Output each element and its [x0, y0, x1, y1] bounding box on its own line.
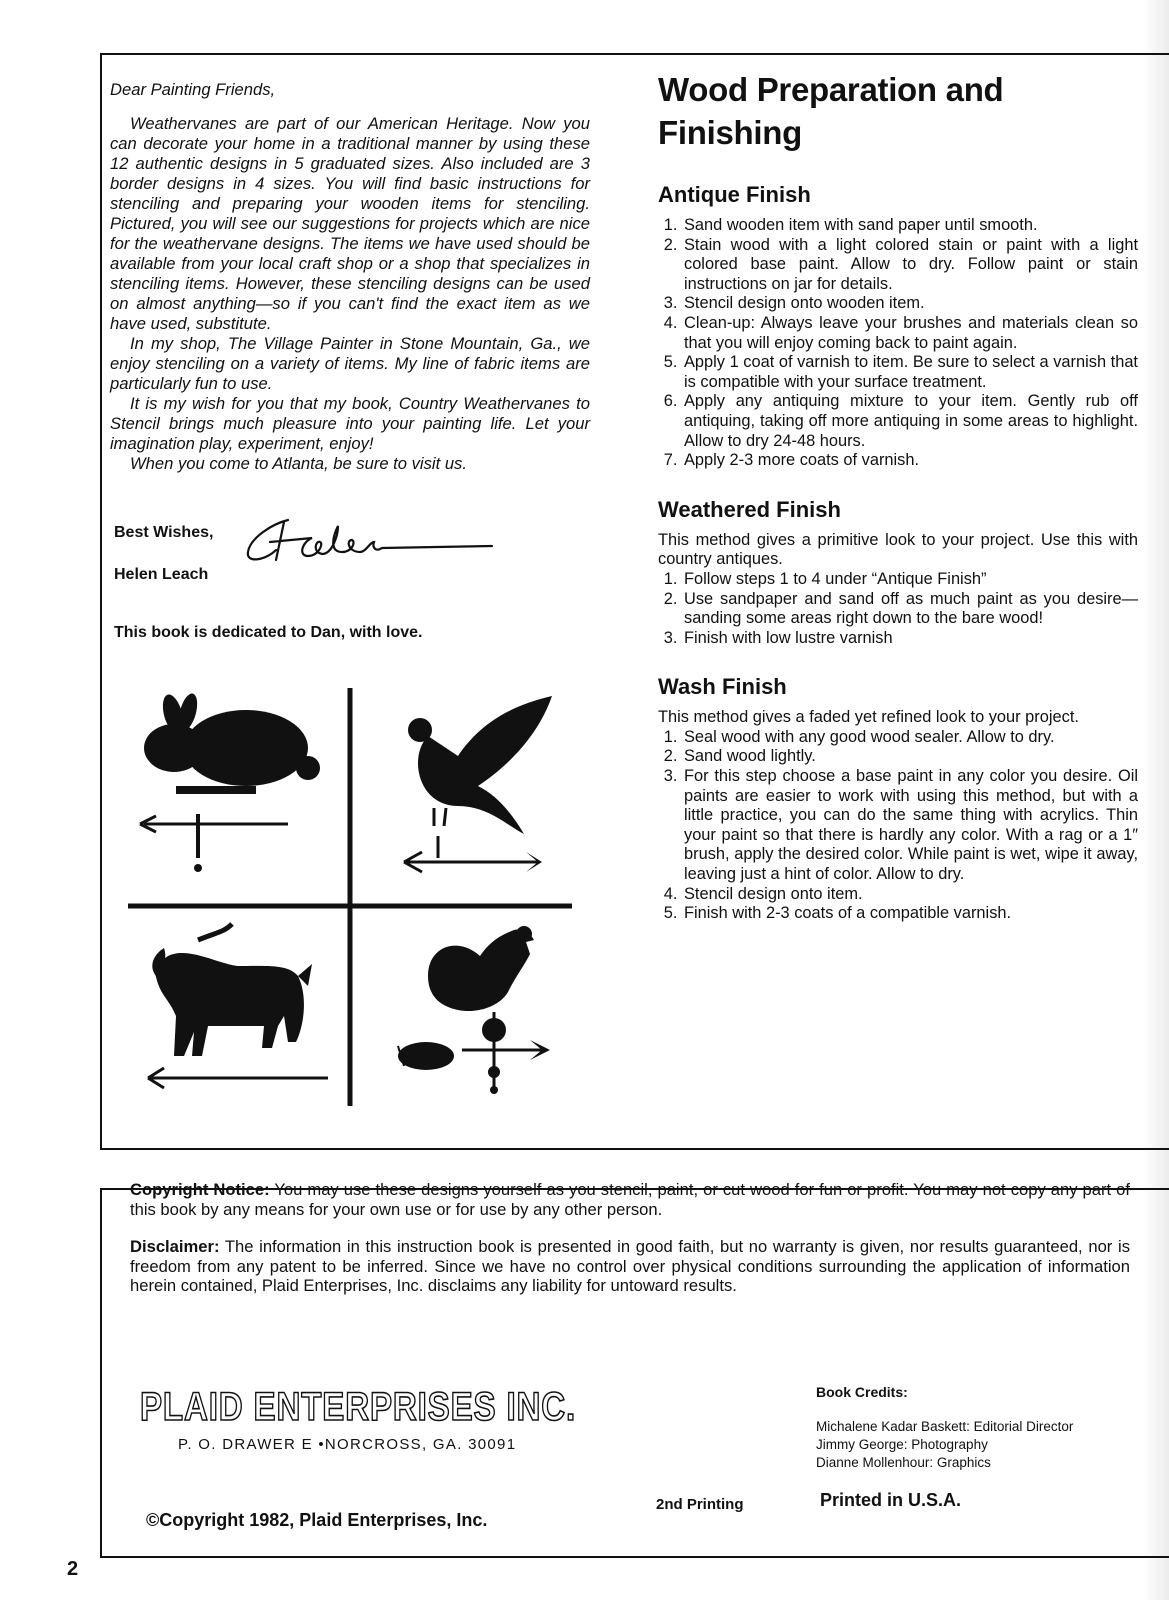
goat-weathervane-icon [148, 924, 328, 1088]
disclaimer-text: The information in this instruction book is presented in good faith, but no warranty is given, nor results guaranteed, nor is freedom from any patent to be inferred. Since we have no control over physical conditions surrounding the application of information herein contained, Plaid Enterprises, Inc. disclaims any liability for untoward results. [130, 1237, 1130, 1296]
antique-steps [658, 216, 1138, 471]
step: 5. Finish with 2-3 coats of a compatible varnish. [682, 904, 1138, 924]
step: 4. Stencil design onto item. [682, 885, 1138, 905]
step: 2. Stain wood with a light colored stain or paint with a light colored base paint. Allow to dry. Follow paint or stain instructions on jar for details. [682, 236, 1138, 295]
section-heading: Wash Finish [658, 674, 787, 700]
letter-greeting: Dear Painting Friends, [110, 80, 276, 99]
page-number: 2 [67, 1558, 79, 1580]
letter [110, 80, 590, 474]
step: 3. Stencil design onto wooden item. [682, 294, 1138, 314]
section-intro: This method gives a primitive look to your project. Use this with country antiques. [658, 530, 1138, 569]
step: 4. Clean-up: Always leave your brushes and materials clean so that you will enjoy coming back to paint again. [682, 314, 1138, 353]
section-heading: Weathered Finish [658, 496, 841, 522]
section-intro: This method gives a faded yet refined look to your project. [658, 708, 1079, 727]
step: 1. Follow steps 1 to 4 under “Antique Finish” [682, 570, 1138, 590]
antique-finish-section [658, 182, 1138, 471]
weathered-steps [658, 570, 1138, 648]
logo-text: PLAID ENTERPRISES INC. [140, 1385, 576, 1429]
step: 2. Use sandpaper and sand off as much paint as you desire—sanding some areas right down to the bare wood! [682, 590, 1138, 629]
weathered-finish-section [658, 497, 1138, 649]
copyright-notice [130, 1180, 1130, 1219]
credit-line: Jimmy George: Photography [816, 1437, 988, 1452]
letter-paragraph: Weathervanes are part of our American Heritage. Now you can decorate your home in a traditional manner by using these 12 authentic designs in 5 graduated sizes. Also included are 3 border designs in 4 sizes. You will find basic instructions for stenciling and preparing your wooden items for stenciling. Pictured, you will see our suggestions for projects which are nice for the weathervane designs. The items we have used should be available from your local craft shop or a shop that specializes in stenciling items. However, these stenciling designs can be used on almost anything—so if you can't find the exact item as we have used, substitute. [110, 114, 590, 333]
copyright-label: Copyright Notice: [130, 1180, 270, 1199]
step: 6. Apply any antiquing mixture to your item. Gently rub off antiquing, taking off more antiquing in some areas to highlight. Allow to dry 24-48 hours. [682, 392, 1138, 451]
finishing-article [658, 68, 1138, 950]
closing: Best Wishes, [114, 524, 214, 541]
author-name: Helen Leach [114, 566, 209, 583]
plaid-logo [140, 1382, 580, 1428]
letter-paragraph: In my shop, The Village Painter in Stone Mountain, Ga., we enjoy stenciling on a variety of items. My line of fabric items are particularly fun to use. [110, 334, 590, 393]
article-title: Wood Preparation and Finishing [658, 71, 1004, 151]
credit-line: Michalene Kadar Baskett: Editorial Director [816, 1419, 1074, 1434]
letter-paragraph: When you come to Atlanta, be sure to visit us. [130, 454, 467, 473]
signature-block [114, 524, 213, 608]
step: 5. Apply 1 coat of varnish to item. Be sure to select a varnish that is compatible with your surface treatment. [682, 353, 1138, 392]
step: 1. Seal wood with any good wood sealer. Allow to dry. [682, 728, 1138, 748]
legal-notice [130, 1180, 1130, 1314]
dedication: This book is dedicated to Dan, with love. [114, 624, 423, 641]
signature-icon [242, 512, 512, 572]
printed-in: Printed in U.S.A. [820, 1490, 962, 1510]
disclaimer-label: Disclaimer: [130, 1237, 220, 1257]
step: 1. Sand wooden item with sand paper until smooth. [682, 216, 1138, 236]
wash-steps [658, 728, 1138, 924]
credits-list [816, 1418, 1073, 1472]
disclaimer [130, 1237, 1130, 1296]
printing-edition: 2nd Printing [656, 1496, 744, 1513]
step: 2. Sand wood lightly. [682, 747, 1138, 767]
wash-finish-section [658, 674, 1138, 924]
letter-paragraph: It is my wish for you that my book, Country Weathervanes to Stencil brings much pleasure into your painting life. Let your imagination play, experiment, enjoy! [110, 394, 590, 453]
dove-weathervane-icon [404, 696, 552, 872]
section-heading: Antique Finish [658, 182, 811, 207]
step: 7. Apply 2-3 more coats of varnish. [682, 451, 1138, 471]
copyright-line: ©Copyright 1982, Plaid Enterprises, Inc. [146, 1510, 488, 1530]
publisher-address: P. O. DRAWER E •NORCROSS, GA. 30091 [178, 1436, 517, 1453]
rooster-weathervane-icon [398, 926, 550, 1094]
credits-title: Book Credits: [816, 1384, 908, 1400]
rabbit-weathervane-icon [140, 692, 320, 872]
copyright-text: You may use these designs yourself as you stencil, paint, or cut wood for fun or profit. You may not copy any part of this book by any means for your own use or for use by any other person. [130, 1180, 1131, 1219]
credit-line: Dianne Mollenhour: Graphics [816, 1455, 991, 1470]
step: 3. Finish with low lustre varnish [682, 629, 1138, 649]
weathervane-stencil-grid [128, 696, 586, 1136]
step: 3. For this step choose a base paint in any color you desire. Oil paints are easier to work with using this method, but with a little practice, you can do the same thing with acrylics. Thin your paint so that there is hardly any color. With a rag or a 1″ brush, apply the desired color. While paint is wet, wipe it away, leaving just a hint of color. Allow to dry. [682, 767, 1138, 885]
